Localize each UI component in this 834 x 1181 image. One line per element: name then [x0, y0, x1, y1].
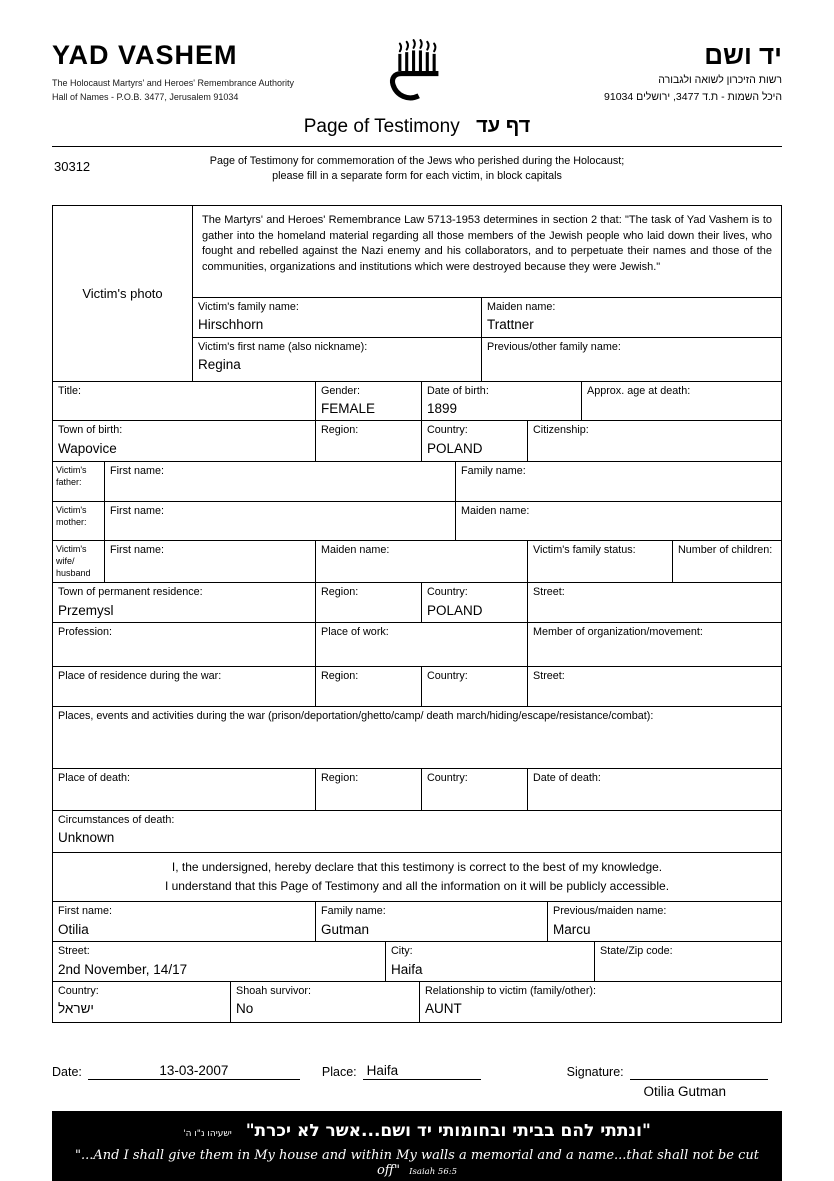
org-identity-en — [52, 40, 352, 104]
page-title-hebrew: דף עד — [476, 115, 531, 137]
place-value-line: Haifa — [363, 1063, 481, 1080]
top-section-row — [53, 206, 781, 382]
field-label: Gender: — [321, 384, 361, 397]
row-submitter-name — [53, 902, 781, 942]
org-subtitle-he-1: רשות הזיכרון לשואה ולגבורה — [658, 74, 782, 86]
field-label: Street: — [533, 586, 565, 599]
field-citizenship — [528, 421, 781, 461]
row-mother — [53, 502, 781, 541]
field-war-events — [53, 707, 781, 768]
page-title: Page of Testimony — [303, 116, 460, 137]
org-identity-he — [482, 40, 782, 104]
field-residence-country — [422, 583, 528, 622]
field-label: Family name: — [321, 905, 386, 918]
field-label: Victim's family status: — [533, 544, 636, 557]
document-header — [0, 0, 834, 115]
field-label: Date of birth: — [427, 384, 489, 397]
field-label: Profession: — [58, 626, 113, 639]
field-value — [533, 687, 776, 703]
field-label: State/Zip code: — [600, 945, 673, 958]
field-value: No — [236, 1001, 254, 1017]
field-submitter-family-name — [316, 902, 548, 941]
field-label: Region: — [321, 586, 359, 599]
victim-photo-label: Victim's photo — [82, 285, 163, 301]
field-value — [58, 401, 310, 417]
field-submitter-city — [386, 942, 595, 981]
field-value: Hirschhorn — [198, 317, 264, 333]
row-war-events — [53, 707, 781, 769]
field-residence-street — [528, 583, 781, 622]
field-value: Trattner — [487, 317, 534, 333]
field-label: Maiden name: — [487, 301, 556, 313]
field-label: Place of work: — [321, 626, 389, 639]
field-value — [58, 788, 310, 804]
field-label: Shoah survivor: — [236, 984, 312, 997]
declaration-line-2: I understand that this Page of Testimony and all the information on it will be publicly accessible. — [164, 879, 670, 894]
signature-name: Otilia Gutman — [643, 1083, 726, 1099]
row-declaration — [53, 853, 781, 902]
field-circumstances-of-death — [53, 811, 781, 852]
field-value: Regina — [198, 357, 241, 373]
field-label: Circumstances of death: — [58, 813, 175, 826]
field-region-of-birth — [316, 421, 422, 461]
field-profession — [53, 623, 316, 666]
form-number: 30312 — [54, 159, 91, 174]
field-value — [321, 441, 416, 457]
menorah-logo-icon — [385, 32, 449, 115]
field-value — [58, 726, 776, 742]
row-spouse — [53, 541, 781, 583]
memorial-banner — [52, 1111, 782, 1181]
field-maiden-name — [482, 298, 781, 337]
org-subtitle-he-2: היכל השמות - ת.ד 3477, ירושלים 91034 — [604, 90, 782, 103]
field-country-of-birth — [422, 421, 528, 461]
field-value — [110, 482, 450, 498]
signature-label: Signature: — [566, 1064, 624, 1079]
field-value: Haifa — [391, 961, 423, 977]
spouse-side-label: Victim's wife/ husband — [53, 541, 105, 582]
field-organization — [528, 623, 781, 666]
field-previous-family-name — [482, 338, 781, 381]
field-submitter-zip — [595, 942, 781, 981]
banner-english-verse — [62, 1148, 772, 1178]
field-spouse-maiden-name — [316, 541, 528, 582]
field-value — [600, 962, 776, 978]
org-name-he: יד ושם — [704, 40, 782, 70]
field-value — [533, 788, 776, 804]
field-value — [533, 441, 776, 457]
field-spouse-first-name — [105, 541, 316, 582]
row-town-of-birth — [53, 421, 781, 462]
page-title-row — [0, 115, 834, 138]
field-submitter-first-name — [53, 902, 316, 941]
field-label: First name: — [110, 465, 164, 478]
victim-name-row — [193, 298, 781, 338]
field-value: FEMALE — [321, 401, 376, 417]
field-gender — [316, 382, 422, 421]
banner-english-text: "...And I shall give them in My house and within My walls a memorial and a name...that shall not be cut off" — [75, 1147, 759, 1178]
field-submitter-street — [53, 942, 386, 981]
header-divider — [52, 146, 782, 147]
date-value-line: 13-03-2007 — [88, 1063, 300, 1080]
field-value — [321, 687, 416, 703]
signature-line — [630, 1063, 768, 1080]
field-war-residence-country — [422, 667, 528, 705]
row-place-of-death — [53, 769, 781, 811]
field-father-first-name — [105, 462, 456, 500]
intro-section — [52, 151, 782, 193]
field-value: Unknown — [58, 830, 115, 846]
field-label: Maiden name: — [321, 544, 390, 557]
field-value — [427, 687, 522, 703]
field-label: Member of organization/movement: — [533, 626, 703, 639]
field-war-residence-place — [53, 667, 316, 705]
intro-line-2: please fill in a separate form for each victim, in block capitals — [272, 169, 562, 182]
field-value — [533, 643, 776, 659]
field-value — [678, 561, 776, 577]
banner-hebrew-text: "ונתתי להם בביתי ובחומותי יד ושם...אשר לא יכרת" — [245, 1120, 651, 1141]
field-place-of-work — [316, 623, 528, 666]
row-profession — [53, 623, 781, 667]
row-submitter-address — [53, 942, 781, 982]
field-shoah-survivor — [231, 982, 420, 1022]
field-value — [110, 521, 450, 537]
field-label: Street: — [58, 945, 90, 958]
field-value: POLAND — [427, 440, 483, 456]
field-label: Relationship to victim (family/other): — [425, 984, 597, 997]
field-label: First name: — [110, 544, 164, 557]
row-circumstances — [53, 811, 781, 853]
org-subtitle-en-2: Hall of Names - P.O.B. 3477, Jerusalem 91034 — [52, 92, 239, 103]
field-label: Places, events and activities during the war (prison/deportation/ghetto/camp/ death march/hiding/escape/resistance/combat): — [58, 709, 654, 722]
field-number-of-children — [673, 541, 781, 582]
org-name-en: YAD VASHEM — [52, 40, 238, 70]
field-label: Country: — [427, 586, 468, 599]
field-residence-region — [316, 583, 422, 622]
field-label: Region: — [321, 771, 359, 784]
field-date-of-birth — [422, 382, 582, 421]
field-label: Victim's family name: — [198, 301, 299, 313]
field-value: ישראל — [58, 1001, 94, 1017]
field-value: AUNT — [425, 1001, 462, 1017]
field-mother-maiden-name — [456, 502, 781, 540]
signature-section — [52, 1063, 782, 1080]
field-value — [533, 603, 776, 619]
org-subtitle-en-1: The Holocaust Martyrs' and Heroes' Remembrance Authority — [52, 78, 295, 88]
field-value: 2nd November, 14/17 — [58, 961, 188, 977]
field-label: Citizenship: — [533, 424, 589, 437]
field-age-at-death — [582, 382, 781, 421]
declaration-line-1: I, the undersigned, hereby declare that this testimony is correct to the best of my knowledge. — [171, 859, 663, 874]
field-submitter-previous-name — [548, 902, 781, 941]
field-label: Number of children: — [678, 544, 773, 557]
field-value: 1899 — [427, 401, 458, 417]
field-label: City: — [391, 945, 413, 958]
field-family-name — [193, 298, 482, 337]
declaration-text — [53, 853, 781, 901]
field-label: Town of birth: — [58, 424, 123, 437]
field-label: Family name: — [461, 465, 526, 478]
field-title — [53, 382, 316, 421]
field-value — [533, 561, 667, 577]
field-value — [321, 788, 416, 804]
field-value — [321, 603, 416, 619]
field-label: First name: — [58, 905, 112, 918]
testimony-form-table — [52, 205, 782, 1023]
banner-english-source: Isaiah 56:5 — [409, 1166, 457, 1177]
field-value — [321, 643, 522, 659]
field-value — [461, 482, 776, 498]
field-label: Region: — [321, 670, 359, 683]
field-label: Approx. age at death: — [587, 384, 691, 397]
field-label: Country: — [427, 670, 468, 683]
field-value — [427, 788, 522, 804]
field-label: Date of death: — [533, 771, 601, 784]
field-value — [487, 357, 776, 373]
field-relationship-to-victim — [420, 982, 781, 1022]
field-death-region — [316, 769, 422, 810]
mother-side-label: Victim's mother: — [53, 502, 105, 540]
field-war-residence-region — [316, 667, 422, 705]
field-value: Wapovice — [58, 440, 117, 456]
row-father — [53, 462, 781, 501]
field-value: Marcu — [553, 921, 591, 937]
field-label: Title: — [58, 384, 81, 397]
field-value: POLAND — [427, 602, 483, 618]
field-value — [110, 561, 310, 577]
field-label: First name: — [110, 504, 164, 517]
field-place-of-death — [53, 769, 316, 810]
field-town-of-birth — [53, 421, 316, 461]
field-value — [461, 521, 776, 537]
father-side-label: Victim's father: — [53, 462, 105, 500]
field-submitter-country — [53, 982, 231, 1022]
field-residence-town — [53, 583, 316, 622]
field-label: Country: — [427, 771, 468, 784]
field-death-country — [422, 769, 528, 810]
victim-photo-box — [53, 206, 193, 381]
field-value: Gutman — [321, 921, 370, 937]
field-date-of-death — [528, 769, 781, 810]
field-value — [321, 561, 522, 577]
field-value: Przemysl — [58, 602, 114, 618]
field-label: Country: — [427, 424, 468, 437]
banner-hebrew-source: ישעיהו נ"ו ה' — [183, 1128, 232, 1139]
row-permanent-residence — [53, 583, 781, 623]
row-war-residence — [53, 667, 781, 706]
field-label: Place of residence during the war: — [58, 670, 222, 683]
field-label: Maiden name: — [461, 504, 530, 517]
field-label: Town of permanent residence: — [58, 586, 203, 599]
remembrance-law-text: The Martyrs' and Heroes' Remembrance Law 5713-1953 determines in section 2 that: "The task of Yad Vashem is to gather into the homeland material regarding all those members of the Jewish people who laid down their lives, who fought and rebelled against the Nazi enemy and his collaborators, and to perpetuate their names and those of the communities, organizations and institutions which were destroyed because they were Jewish." — [193, 206, 781, 298]
field-mother-first-name — [105, 502, 456, 540]
place-label: Place: — [321, 1064, 357, 1079]
field-label: Previous/maiden name: — [553, 905, 667, 918]
field-label: Place of death: — [58, 771, 131, 784]
field-first-name — [193, 338, 482, 381]
banner-hebrew-verse — [62, 1121, 772, 1141]
intro-line-1: Page of Testimony for commemoration of the Jews who perished during the Holocaust; — [209, 155, 625, 167]
victim-first-name-row — [193, 338, 781, 381]
field-value — [587, 401, 776, 417]
field-label: Country: — [58, 984, 99, 997]
row-title-gender-dob — [53, 382, 781, 422]
field-war-residence-street — [528, 667, 781, 705]
date-label: Date: — [52, 1064, 82, 1079]
row-submitter-country — [53, 982, 781, 1022]
field-label: Victim's first name (also nickname): — [198, 340, 368, 353]
field-label: Street: — [533, 670, 565, 683]
field-value: Otilia — [58, 921, 89, 937]
field-family-status — [528, 541, 673, 582]
field-label: Previous/other family name: — [487, 340, 621, 353]
field-label: Region: — [321, 424, 359, 437]
field-father-family-name — [456, 462, 781, 500]
field-value — [58, 687, 310, 703]
field-value — [58, 643, 310, 659]
